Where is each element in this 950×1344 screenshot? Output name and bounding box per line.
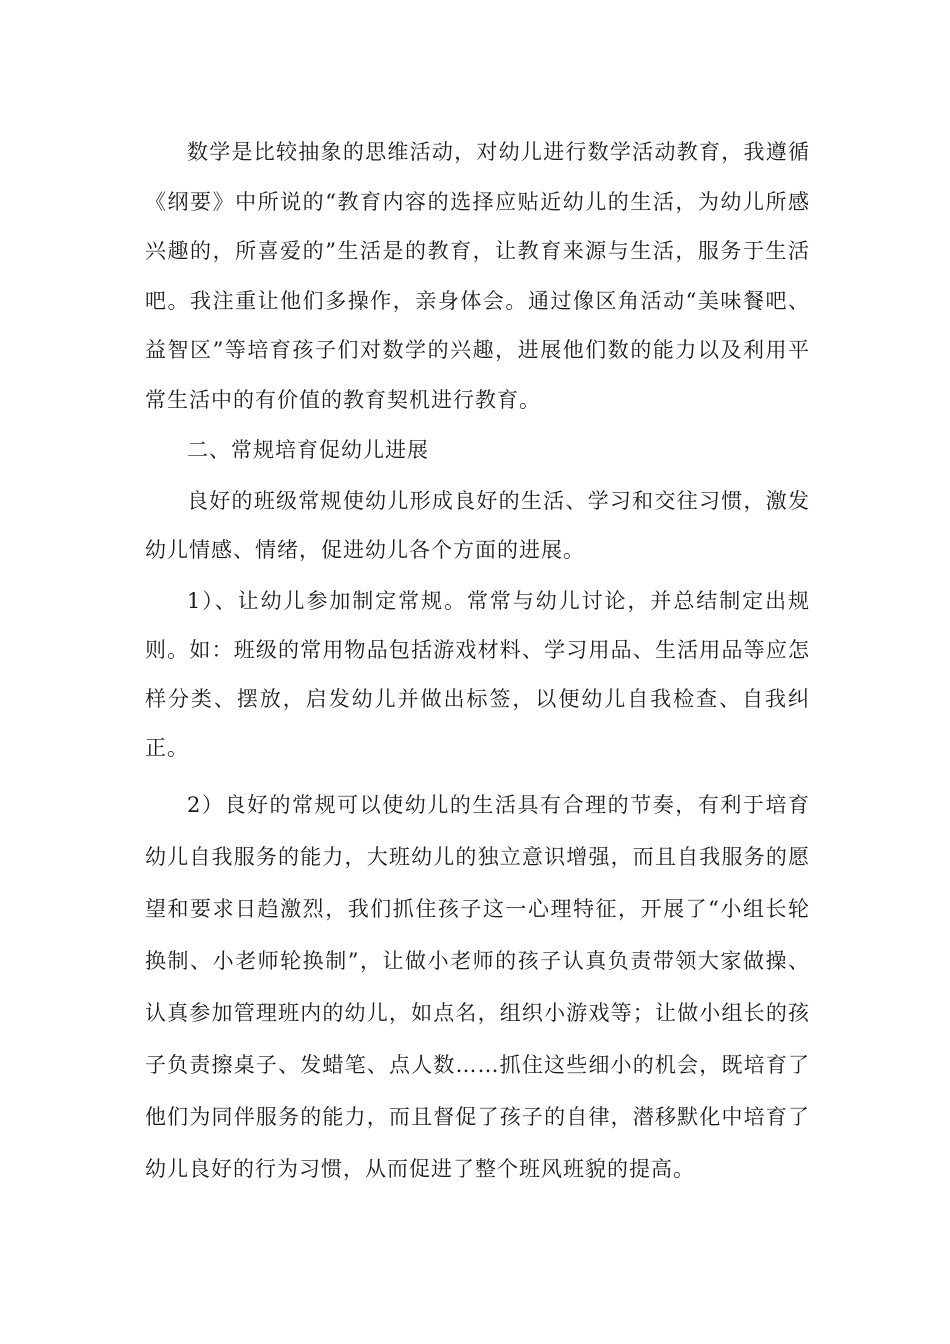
document-body: [145, 128, 810, 1195]
paragraph-class-routine: 良好的班级常规使幼儿形成良好的生活、学习和交往习惯，激发幼儿情感、情绪，促进幼儿各个方面的进展。: [145, 488, 810, 562]
paragraph-item-2: 2）良好的常规可以使幼儿的生活具有合理的节奏，有利于培育幼儿自我服务的能力，大班幼儿的独立意识增强，而且自我服务的愿望和要求日趋激烈，我们抓住孩子这一心理特征，开展了“小组长轮换制、小老师轮换制”，让做小老师的孩子认真负责带领大家做操、认真参加管理班内的幼儿，如点名，组织小游戏等；让做小组长的孩子负责擦桌子、发蜡笔、点人数……抓住这些细小的机会，既培育了他们为同伴服务的能力，而且督促了孩子的自律，潜移默化中培育了幼儿良好的行为习惯，从而促进了整个班风班貌的提高。: [145, 792, 810, 1181]
paragraph-math-education: 数学是比较抽象的思维活动，对幼儿进行数学活动教育，我遵循《纲要》中所说的“教育内容的选择应贴近幼儿的生活，为幼儿所感兴趣的，所喜爱的”生活是的教育，让教育来源与生活，服务于生活吧。我注重让他们多操作，亲身体会。通过像区角活动“美味餐吧、益智区”等培育孩子们对数学的兴趣，进展他们数的能力以及利用平常生活中的有价值的教育契机进行教育。: [145, 140, 810, 412]
section-heading-routine: 二、常规培育促幼儿进展: [187, 438, 429, 462]
paragraph-item-1: 1）、让幼儿参加制定常规。常常与幼儿讨论，并总结制定出规则。如：班级的常用物品包括游戏材料、学习用品、生活用品等应怎样分类、摆放，启发幼儿并做出标签，以便幼儿自我检查、自我纠正。: [145, 588, 810, 760]
